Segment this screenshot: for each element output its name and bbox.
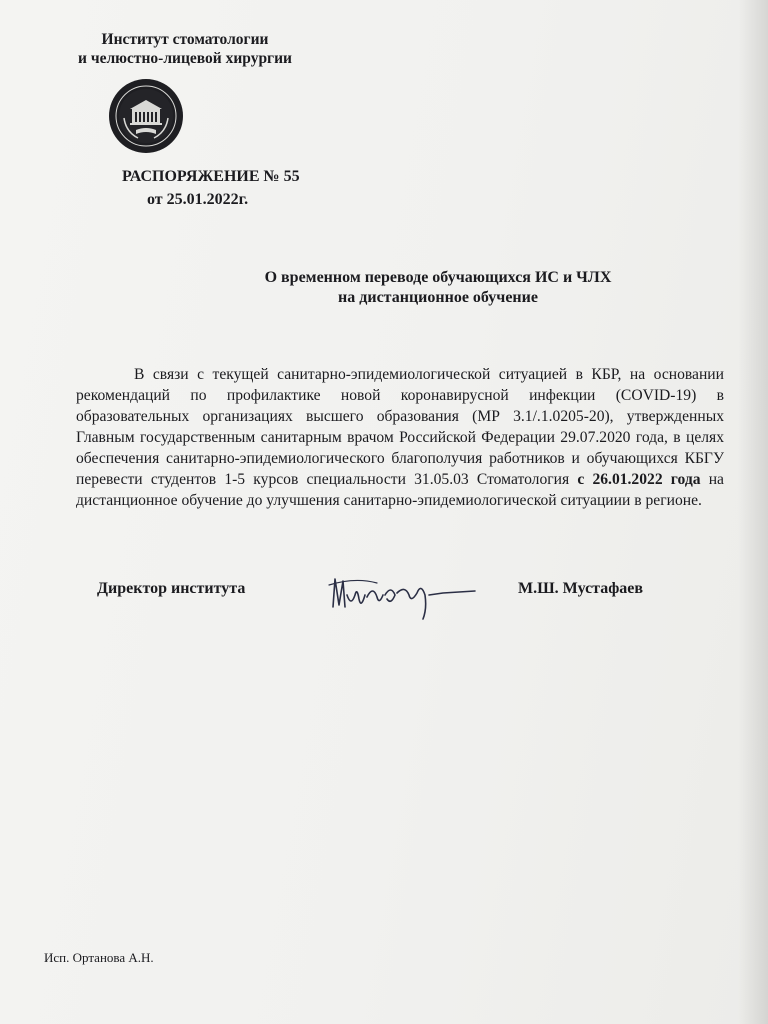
handwritten-signature: [325, 565, 485, 621]
order-body: [76, 364, 724, 511]
institute-name-line1: Институт стоматологии: [101, 31, 269, 48]
university-emblem-icon: [108, 78, 184, 154]
body-text-end: на дистанционное обучение до улучшения санитарно-эпидемиологической ситуациии в регионе.: [76, 470, 724, 509]
body-text-main: В связи с текущей санитарно-эпидемиологической ситуацией в КБР, на основании рекомендаций по профилактике новой коронавирусной инфекции (COVID-19) в образовательных организациях высшего образования (МР 3.1/.1.0205-20), утвержденных Главным государственным санитарным врачом Российской Федерации 29.07.2020 года, в целях обеспечения санитарно-эпидемиологического благополучия работников и обучающихся КБГУ перевести студентов 1-5 курсов специальности 31.05.03 Стоматология: [76, 365, 724, 488]
page-edge-shadow: [738, 0, 768, 1024]
institute-header: [40, 30, 330, 68]
order-title: РАСПОРЯЖЕНИЕ № 55: [122, 168, 300, 185]
body-bold-date: с 26.01.2022 года: [577, 470, 701, 488]
institute-name-line2: и челюстно-лицевой хирургии: [78, 50, 292, 67]
subject-line2: на дистанционное обучение: [338, 289, 538, 306]
order-subject: [150, 268, 726, 308]
executor-note: Исп. Ортанова А.Н.: [44, 950, 154, 965]
subject-line1: О временном переводе обучающихся ИС и ЧЛХ: [264, 269, 612, 286]
signer-role: Директор института: [97, 580, 246, 597]
signer-name: М.Ш. Мустафаев: [518, 580, 644, 597]
order-date: от 25.01.2022г.: [147, 191, 249, 208]
